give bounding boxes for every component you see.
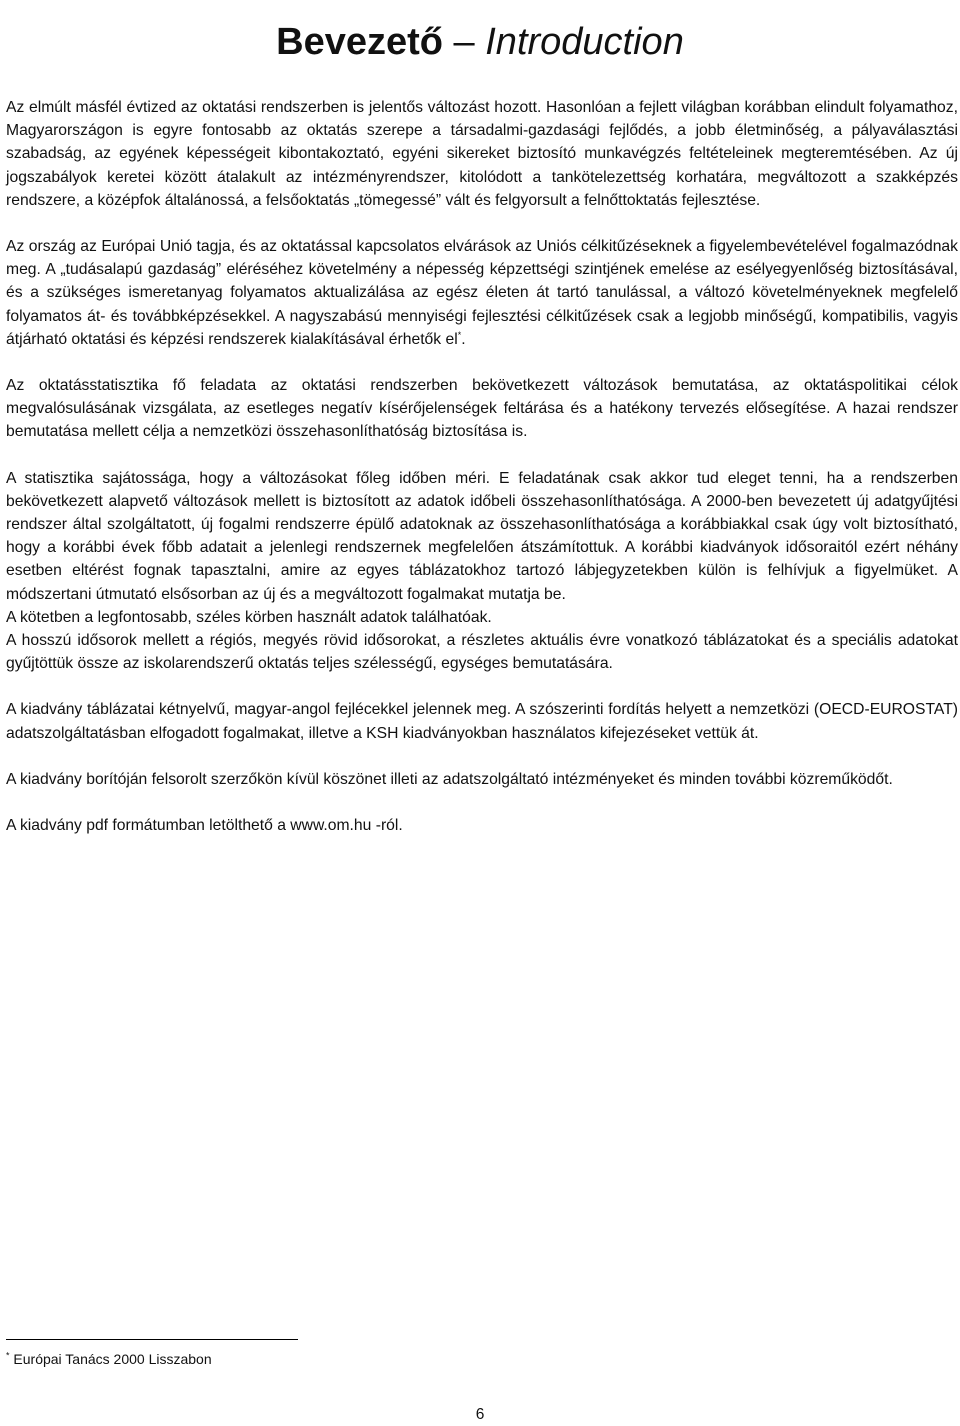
- footnote: [6, 1350, 212, 1368]
- page-title: [0, 19, 960, 65]
- paragraph-education-changes: Az elmúlt másfél évtized az oktatási rendszerben is jelentős változást hozott. Hasonlóan a fejlett világban korábban elindult folyamathoz, Magyarországon is egyre fontosabb az oktatás szerepe a társadalmi-gazdasági fejlődés, a jobb életminőség, a pályaválasztási szabadság, az egyének képességeit kibontakoztató, egyéni sikereket biztosító munkavégzés feltételeinek megteremtésében. Az új jogszabályok keretei között átalakult az intézményrendszer, kitolódott a tankötelezettség korhatára, megváltozott a szakképzés rendszere, a középfok általánossá, a felsőoktatás „tömegessé” vált és felgyorsult a felnőttoktatás fejlesztése.: [6, 99, 958, 209]
- paragraph-european-union: Az ország az Európai Unió tagja, és az oktatással kapcsolatos elvárások az Uniós célkitűzéseknek a figyelembevételével fogalmazódnak meg. A „tudásalapú gazdaság” eléréséhez követelmény a népesség képzettségi szintjének emelése az esélyegyenlőség biztosításával, és a szükséges ismeretanyag folyamatos aktualizálása az egész életen át tartó tanulással, a változó követelményeknek megfelelő folyamatos át- és továbbképzésekkel. A nagyszabású mennyiségi fejlesztési célkitűzések csak a legjobb minőségű, kompatibilis, vagyis átjárható oktatási és képzési rendszerek kialakításával érhetők el*.: [6, 238, 958, 348]
- footnote-reference: *: [457, 329, 462, 340]
- footnote-divider: [6, 1339, 298, 1340]
- paragraph-volume-contents: A kötetben a legfontosabb, széles körben használt adatok találhatóak.: [6, 608, 492, 626]
- title-english: Introduction: [485, 21, 684, 64]
- body-text: [6, 96, 958, 837]
- paragraph-statistics-task: Az oktatásstatisztika fő feladata az oktatási rendszerben bekövetkezett változások bemutatása, az oktatáspolitikai célok megvalósulásának vizsgálata, az esetleges negatív kísérőjelenségek feltárása és a hatékony tervezés elősegítése. A hazai rendszer bemutatása mellett célja a nemzetközi összehasonlíthatóság biztosítása is.: [6, 377, 958, 441]
- paragraph-pdf-download: A kiadvány pdf formátumban letölthető a www.om.hu -ról.: [6, 817, 403, 835]
- paragraph-time-comparability: A statisztika sajátossága, hogy a változásokat főleg időben méri. E feladatának csak akkor tud eleget tenni, ha a rendszerben bekövetkezett alapvető változások mellett is biztosított az adatok időbeli összehasonlíthatósága. A 2000-ben bevezetett új adatgyűjtési rendszer által szolgáltatott, új fogalmi rendszerre épülő adatoknak az összehasonlíthatósága a korábbiakkal csak úgy volt biztosítható, hogy a korábbi évek főbb adatait a jelenlegi rendszernek megfelelően átszámítottuk. A korábbi kiadványok idősoraitól ezért néhány esetben eltérést fognak tapasztalni, amire az egyes táblázatokhoz tartozó lábjegyzetekben külön is felhívjuk a figyelmüket. A módszertani útmutató elsősorban az új és a megváltozott fogalmakat mutatja be.: [6, 469, 958, 603]
- paragraph-european-union-text: Az ország az Európai Unió tagja, és az oktatással kapcsolatos elvárások az Uniós célkitűzéseknek a figyelembevételével fogalmazódnak meg. A „tudásalapú gazdaság” eléréséhez követelmény a népesség képzettségi szintjének emelése az esélyegyenlőség biztosításával, és a szükséges ismeretanyag folyamatos aktualizálása az egész életen át tartó tanulással, a változó követelményeknek megfelelő folyamatos át- és továbbképzésekkel. A nagyszabású mennyiségi fejlesztési célkitűzések csak a legjobb minőségű, kompatibilis, vagyis átjárható oktatási és képzési rendszerek kialakításával érhetők el: [6, 238, 958, 348]
- title-separator: –: [443, 21, 486, 64]
- paragraph-acknowledgement: A kiadvány borítóján felsorolt szerzőkön kívül köszönet illeti az adatszolgáltató intézményeket és minden további közreműködőt.: [6, 770, 893, 788]
- paragraph-time-series: A hosszú idősorok mellett a régiós, megyés rövid idősorokat, a részletes aktuális évre vonatkozó táblázatokat és a speciális adatokat gyűjtöttük össze az iskolarendszerű oktatás teljes szélességű, egységes bemutatására.: [6, 632, 958, 673]
- footnote-text: Európai Tanács 2000 Lisszabon: [9, 1351, 212, 1367]
- title-hungarian: Bevezető: [276, 21, 443, 64]
- footnote-marker: *: [6, 1350, 10, 1361]
- page-number: 6: [475, 1406, 485, 1423]
- paragraph-bilingual-tables: A kiadvány táblázatai kétnyelvű, magyar-angol fejlécekkel jelennek meg. A szószerinti fordítás helyett a nemzetközi (OECD-EUROSTAT) adatszolgáltatásban elfogadott fogalmakat, illetve a KSH kiadványokban használatos kifejezéseket vettük át.: [6, 701, 958, 742]
